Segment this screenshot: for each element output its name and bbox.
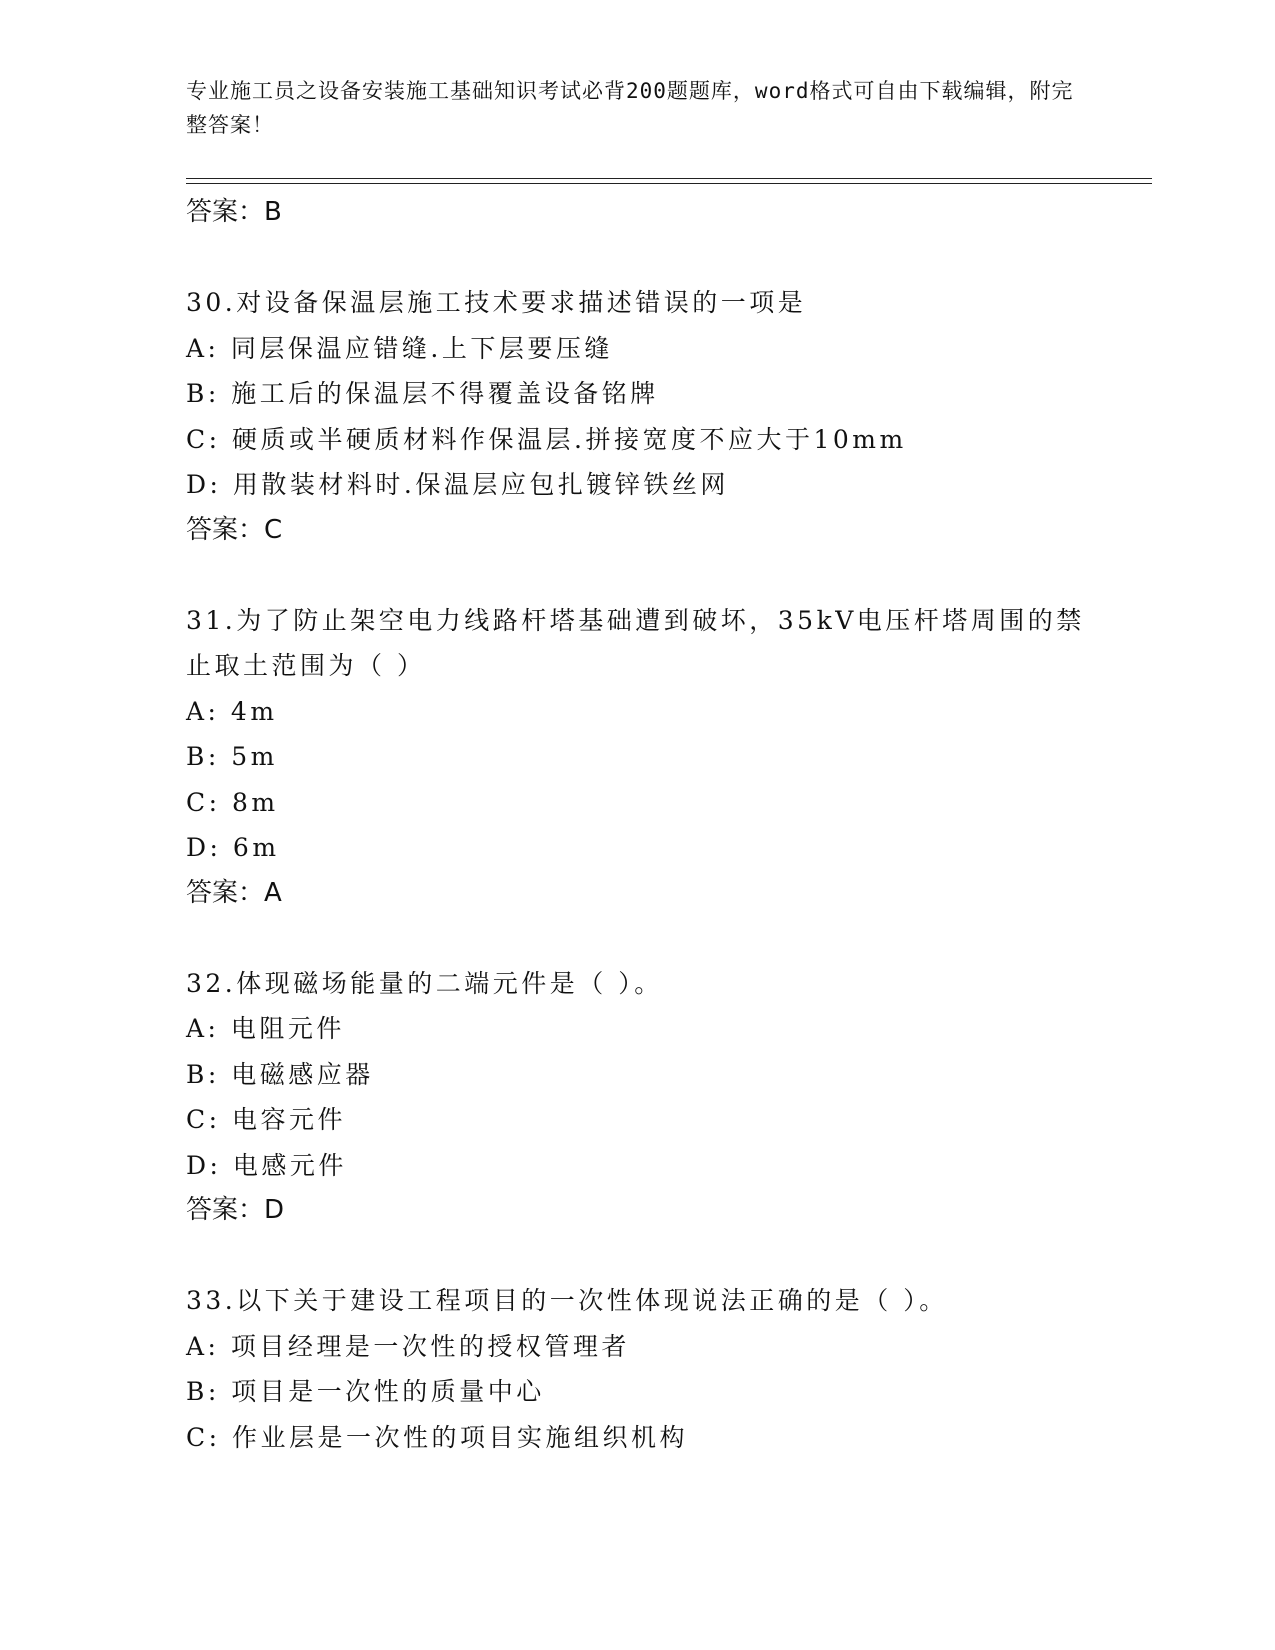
option-b: B: 项目是一次性的质量中心 [186, 1377, 545, 1406]
answer-line: 答案：D [186, 1195, 285, 1225]
option-b: B: 施工后的保温层不得覆盖设备铭牌 [186, 379, 659, 408]
question-31 [186, 598, 1106, 916]
option-a: A: 项目经理是一次性的授权管理者 [186, 1331, 630, 1361]
option-d: D: 电感元件 [186, 1150, 347, 1180]
question-stem: 33.以下关于建设工程项目的一次性体现说法正确的是（ ）。 [186, 1286, 948, 1315]
option-a: A: 电阻元件 [186, 1014, 345, 1043]
question-stem: 32.体现磁场能量的二端元件是（ ）。 [186, 968, 663, 998]
option-b: B: 5m [186, 742, 278, 771]
option-b: B: 电磁感应器 [186, 1059, 374, 1089]
header-rule-bottom [186, 183, 1152, 184]
answer-line: 答案：B [186, 197, 282, 227]
option-c: C: 电容元件 [186, 1105, 346, 1134]
document-body [186, 190, 1106, 1460]
answer-line: 答案：A [186, 877, 282, 908]
question-32 [186, 961, 1106, 1234]
question-33 [186, 1278, 1106, 1460]
option-c: C: 作业层是一次性的项目实施组织机构 [186, 1422, 688, 1452]
header-rule-top [186, 178, 1152, 179]
option-a: A: 同层保温应错缝.上下层要压缝 [186, 333, 613, 363]
question-stem: 31.为了防止架空电力线路杆塔基础遭到破坏，35kV电压杆塔周围的禁止取土范围为（ ） [186, 605, 1085, 680]
answer-line: 答案：C [186, 514, 283, 545]
option-c: C: 硬质或半硬质材料作保温层.拼接宽度不应大于10mm [186, 424, 907, 454]
option-d: D: 用散装材料时.保温层应包扎镀锌铁丝网 [186, 470, 729, 499]
question-stem: 30.对设备保温层施工技术要求描述错误的一项是 [186, 288, 807, 317]
question-30 [186, 280, 1106, 553]
document-header: 专业施工员之设备安装施工基础知识考试必背200题题库，word格式可自由下载编辑，附完整答案！ [186, 79, 1074, 137]
option-c: C: 8m [186, 787, 279, 817]
option-d: D: 6m [186, 833, 280, 862]
option-a: A: 4m [186, 696, 278, 726]
